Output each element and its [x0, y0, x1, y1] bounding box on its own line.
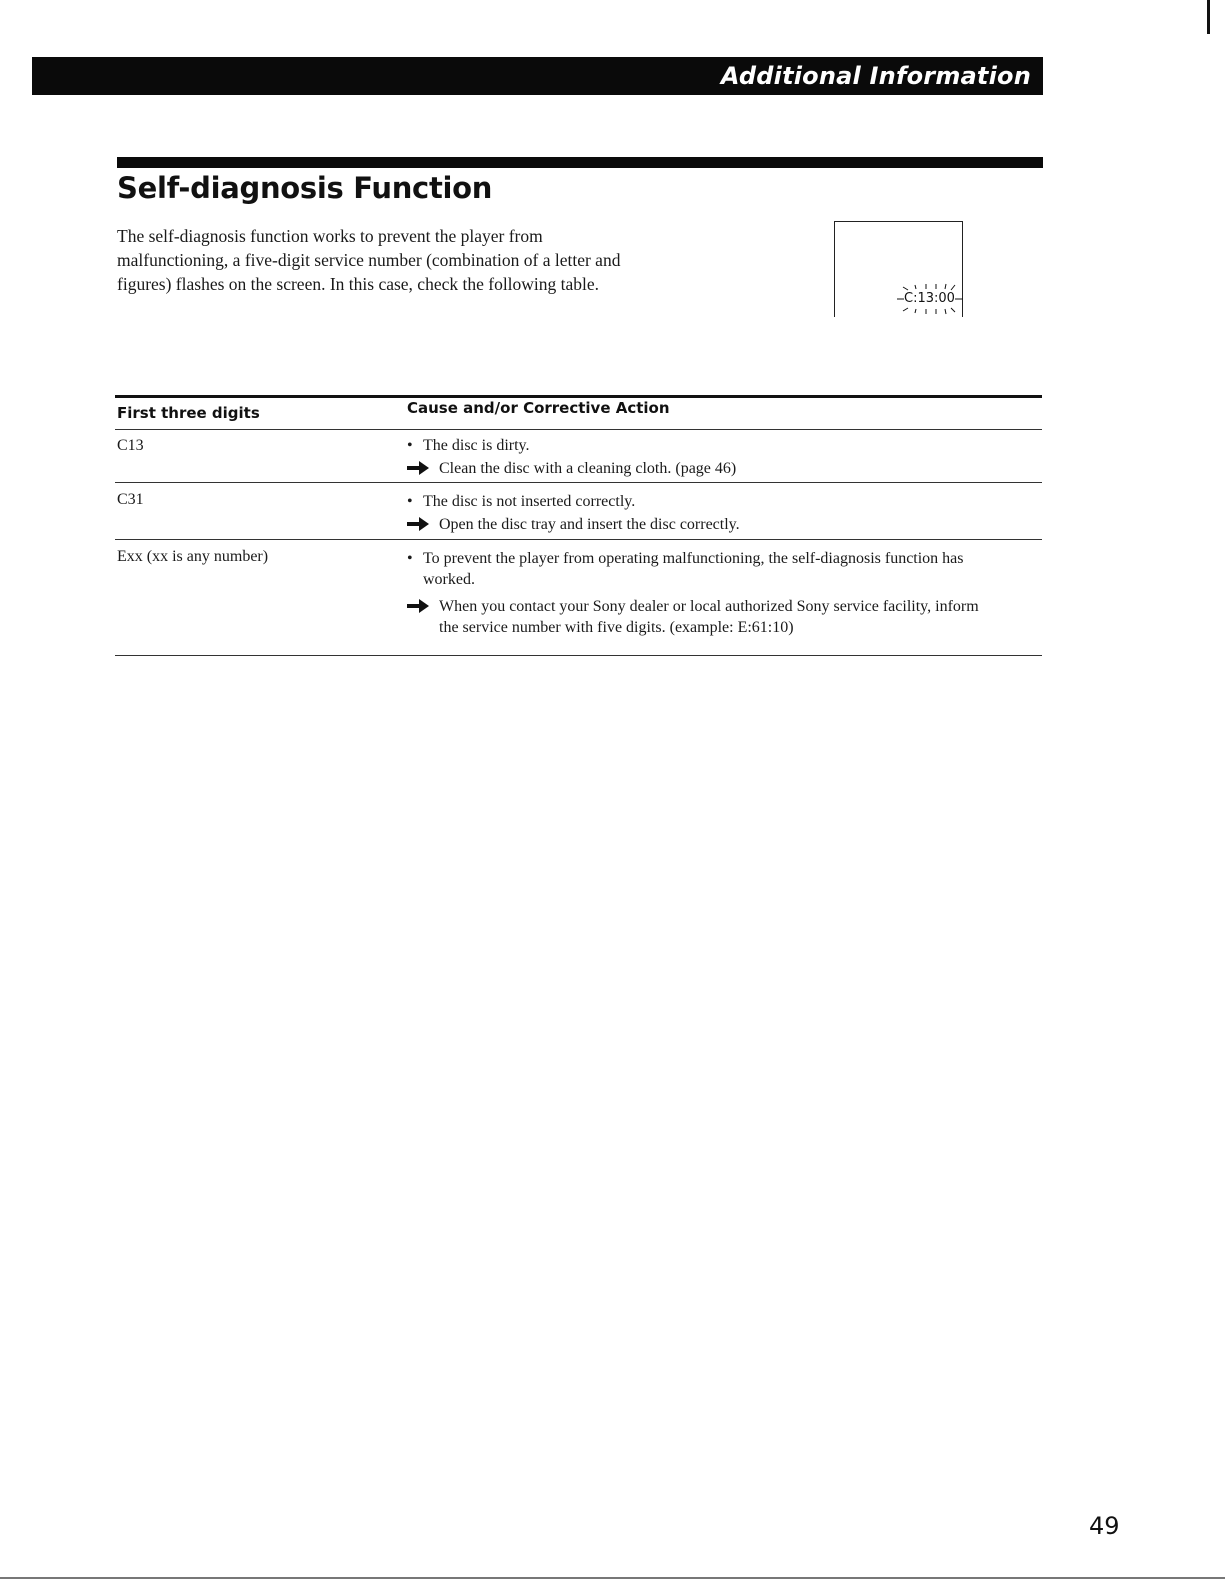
- page-title: Self-diagnosis Function: [117, 171, 493, 205]
- right-arrow-icon: [407, 517, 429, 531]
- scan-edge-mark: [1207, 0, 1210, 34]
- table-header-digits: First three digits: [117, 404, 260, 422]
- action-line: [407, 596, 1032, 638]
- intro-line: figures) flashes on the screen. In this case, check the following table.: [117, 274, 600, 294]
- display-illustration: [834, 221, 964, 317]
- bullet-icon: •: [407, 437, 413, 454]
- cause-line: [407, 548, 1032, 590]
- right-arrow-icon: [407, 599, 429, 613]
- table-header-action: Cause and/or Corrective Action: [407, 399, 670, 417]
- table-row-content: [407, 435, 1032, 479]
- section-rule: [117, 157, 1043, 168]
- cause-line: [407, 491, 1032, 512]
- intro-line: malfunctioning, a five-digit service number (combination of a letter and: [117, 250, 621, 270]
- right-arrow-icon: [407, 461, 429, 475]
- cause-text: The disc is not inserted correctly.: [423, 493, 636, 510]
- table-row-code: C31: [117, 491, 144, 508]
- action-text: Clean the disc with a cleaning cloth. (page 46): [439, 460, 737, 477]
- action-text: Open the disc tray and insert the disc correctly.: [439, 516, 740, 533]
- action-line: [407, 514, 1032, 535]
- table-row-code: Exx (xx is any number): [117, 548, 269, 565]
- action-text: When you contact your Sony dealer or local authorized Sony service facility, inform: [439, 598, 979, 615]
- table-row-code: C13: [117, 437, 144, 454]
- table-row-content: [407, 491, 1032, 535]
- cause-line: [407, 435, 1032, 456]
- action-line: [407, 458, 1032, 479]
- action-text: the service number with five digits. (example: E:61:10): [439, 619, 794, 636]
- intro-paragraph: [117, 224, 737, 296]
- page-bottom-rule: [0, 1577, 1225, 1579]
- bullet-icon: •: [407, 493, 413, 510]
- table-bottom-rule: [115, 655, 1042, 656]
- cause-text: The disc is dirty.: [423, 437, 530, 454]
- display-code-readout: C:13:00: [904, 291, 955, 306]
- table-row-rule: [115, 539, 1042, 540]
- table-header-rule: [115, 429, 1042, 430]
- display-frame-left: [834, 221, 835, 317]
- table-row-content: [407, 548, 1032, 638]
- page-number: 49: [1089, 1512, 1120, 1540]
- cause-text: To prevent the player from operating malfunctioning, the self-diagnosis function has: [423, 550, 964, 567]
- table-row-rule: [115, 482, 1042, 483]
- header-title: Additional Information: [720, 62, 1031, 90]
- section-header-bar: [32, 57, 1043, 95]
- cause-text: worked.: [423, 571, 475, 588]
- intro-line: The self-diagnosis function works to prevent the player from: [117, 226, 543, 246]
- bullet-icon: •: [407, 550, 413, 567]
- display-frame-top: [834, 221, 962, 222]
